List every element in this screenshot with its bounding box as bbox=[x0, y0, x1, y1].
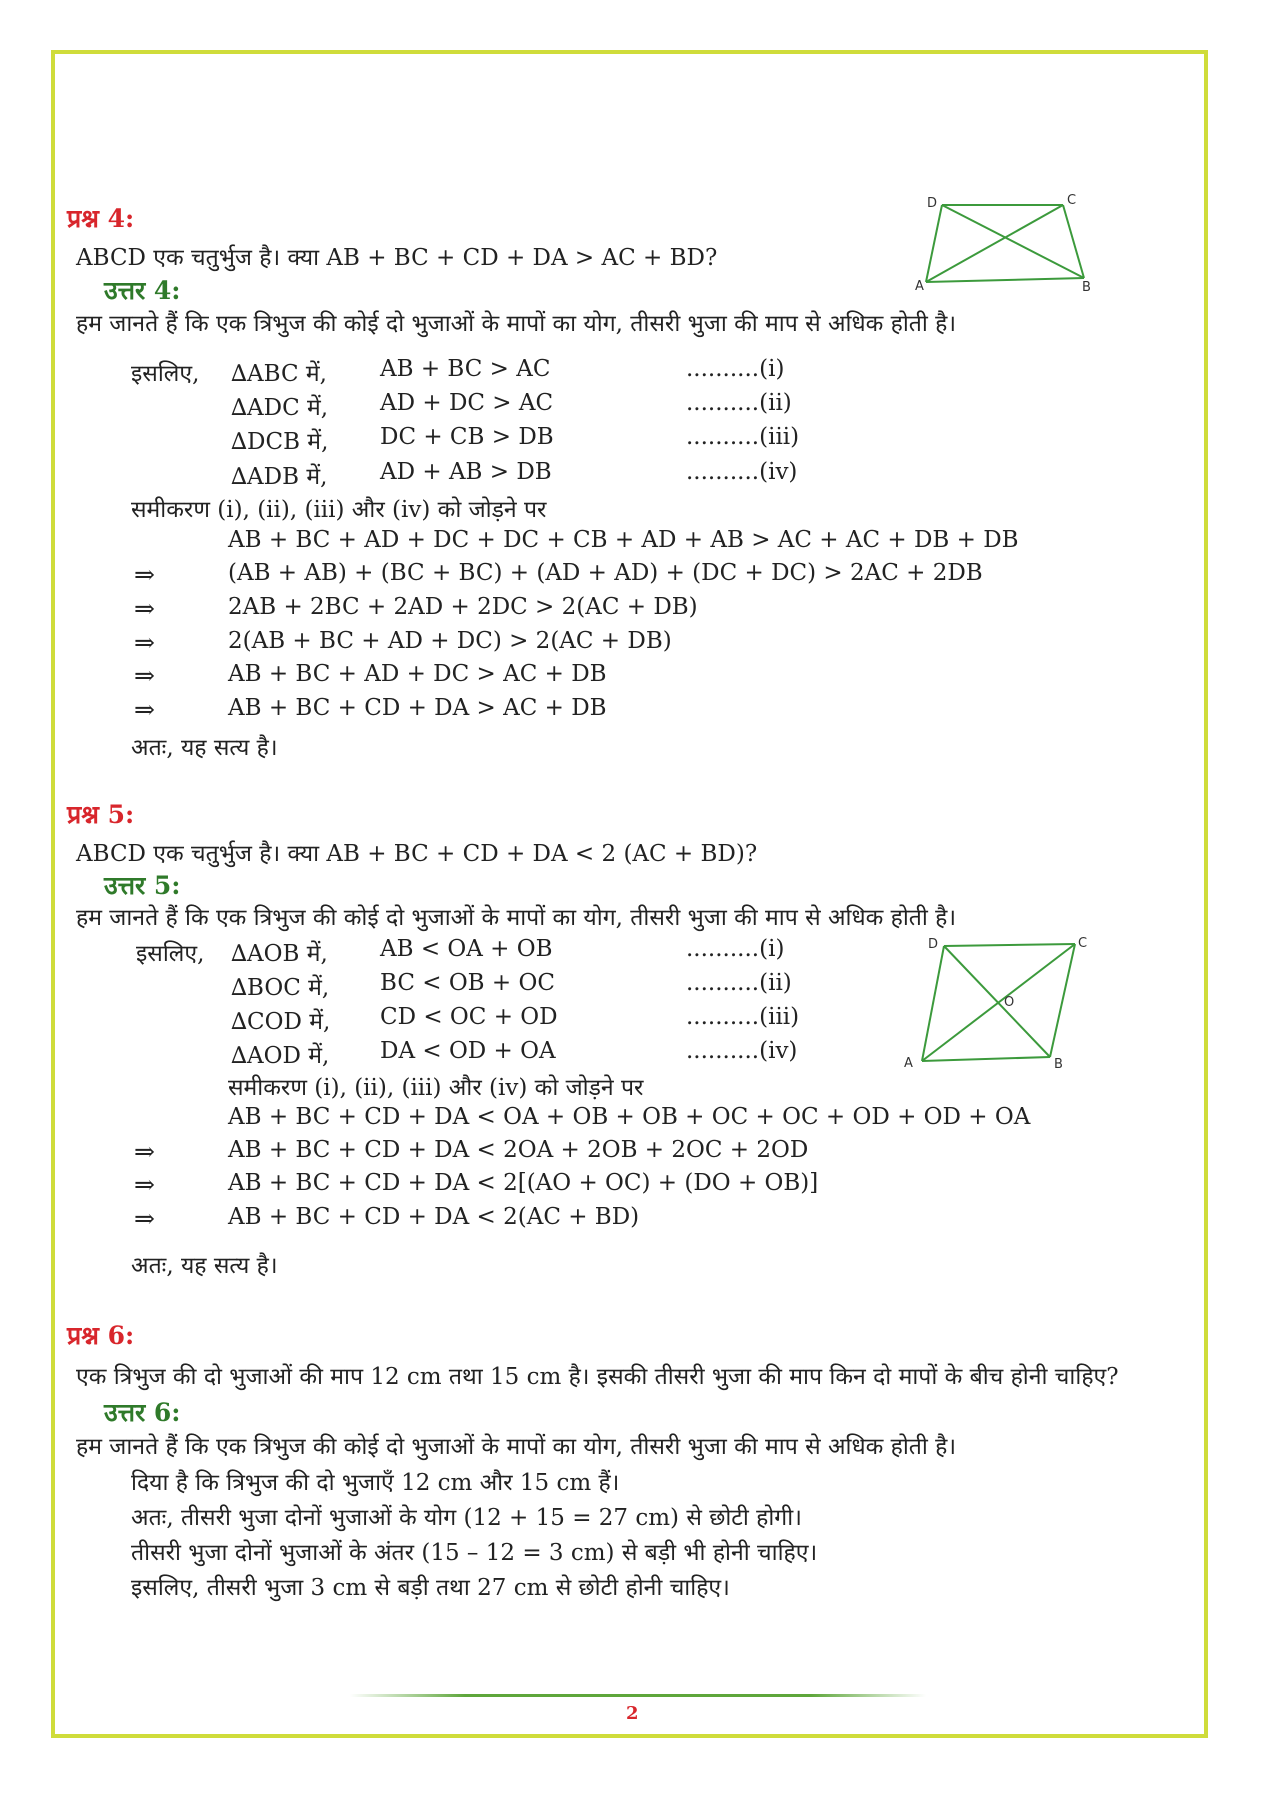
q5-answer-heading: उत्तर 5: bbox=[104, 871, 181, 900]
q4-row-ref: ..........(i) bbox=[686, 356, 785, 382]
vertex-label-d: D bbox=[928, 937, 939, 952]
q6-question: एक त्रिभुज की दो भुजाओं की माप 12 cm तथा 15 cm है। इसकी तीसरी भुजा की माप किन दो मापों के बीच होनी चाहिए? bbox=[76, 1364, 1119, 1390]
q5-row-triangle: ∆AOB में, bbox=[231, 941, 328, 967]
q6-answer-heading: उत्तर 6: bbox=[104, 1398, 181, 1427]
q5-step: AB + BC + CD + DA < 2(AC + BD) bbox=[228, 1204, 640, 1230]
q6-line: तीसरी भुजा दोनों भुजाओं के अंतर (15 – 12 = 3 cm) से बड़ी भी होनी चाहिए। bbox=[131, 1540, 818, 1566]
q4-row-triangle: ∆DCB में, bbox=[231, 429, 329, 455]
implies-symbol: ⇒ bbox=[134, 1137, 155, 1166]
implies-symbol: ⇒ bbox=[134, 695, 155, 724]
q4-step: (AB + AB) + (BC + BC) + (AD + AD) + (DC + DC) > 2AC + 2DB bbox=[228, 560, 983, 586]
implies-symbol: ⇒ bbox=[134, 628, 155, 657]
vertex-label-b: B bbox=[1082, 280, 1091, 292]
implies-symbol: ⇒ bbox=[134, 594, 155, 623]
q4-step: AB + BC + AD + DC > AC + DB bbox=[228, 661, 607, 687]
q5-row-ref: ..........(iii) bbox=[686, 1004, 800, 1030]
q5-question: ABCD एक चतुर्भुज है। क्या AB + BC + CD + DA < 2 (AC + BD)? bbox=[76, 841, 758, 867]
q4-step: AB + BC + AD + DC + DC + CB + AD + AB > AC + AC + DB + DB bbox=[228, 527, 1019, 553]
vertex-label-b: B bbox=[1054, 1057, 1063, 1072]
q5-row-relation: BC < OB + OC bbox=[380, 970, 555, 996]
q4-answer-heading: उत्तर 4: bbox=[104, 276, 181, 305]
vertex-label-a: A bbox=[915, 279, 924, 292]
q4-step: 2(AB + BC + AD + DC) > 2(AC + DB) bbox=[228, 628, 672, 654]
implies-symbol: ⇒ bbox=[134, 560, 155, 589]
q4-question: ABCD एक चतुर्भुज है। क्या AB + BC + CD + DA > AC + BD? bbox=[76, 245, 718, 271]
q5-row-ref: ..........(iv) bbox=[686, 1038, 798, 1064]
q5-adding-line: समीकरण (i), (ii), (iii) और (iv) को जोड़ने पर bbox=[228, 1075, 644, 1101]
vertex-label-d: D bbox=[927, 196, 938, 211]
q6-heading: प्रश्न 6: bbox=[67, 1321, 135, 1350]
vertex-label-o: O bbox=[1004, 995, 1015, 1010]
vertex-label-c: C bbox=[1078, 936, 1088, 951]
q4-row-relation: AD + DC > AC bbox=[380, 390, 554, 416]
q6-intro: हम जानते हैं कि एक त्रिभुज की कोई दो भुजाओं के मापों का योग, तीसरी भुजा की माप से अधिक होती है। bbox=[76, 1434, 957, 1460]
q6-line: दिया है कि त्रिभुज की दो भुजाएँ 12 cm और 15 cm हैं। bbox=[131, 1470, 620, 1496]
q5-row-triangle: ∆AOD में, bbox=[231, 1043, 330, 1069]
q4-therefore: इसलिए, bbox=[131, 361, 200, 387]
q5-row-relation: CD < OC + OD bbox=[380, 1004, 558, 1030]
q4-heading: प्रश्न 4: bbox=[67, 204, 135, 233]
implies-symbol: ⇒ bbox=[134, 661, 155, 690]
q5-row-relation: AB < OA + OB bbox=[380, 936, 553, 962]
q6-line: इसलिए, तीसरी भुजा 3 cm से बड़ी तथा 27 cm से छोटी होनी चाहिए। bbox=[131, 1575, 730, 1601]
q5-row-triangle: ∆COD में, bbox=[231, 1009, 331, 1035]
q5-therefore: इसलिए, bbox=[136, 941, 205, 967]
q5-row-triangle: ∆BOC में, bbox=[231, 975, 330, 1001]
q4-step: 2AB + 2BC + 2AD + 2DC > 2(AC + DB) bbox=[228, 594, 698, 620]
q4-conclusion: अतः, यह सत्य है। bbox=[131, 735, 278, 761]
q4-row-ref: ..........(iii) bbox=[686, 424, 800, 450]
q4-row-ref: ..........(iv) bbox=[686, 459, 798, 485]
q4-row-triangle: ∆ADC में, bbox=[231, 395, 329, 421]
q4-quadrilateral-figure bbox=[915, 192, 1095, 292]
page-number: 2 bbox=[626, 1703, 639, 1724]
q4-step: AB + BC + CD + DA > AC + DB bbox=[228, 695, 607, 721]
q5-conclusion: अतः, यह सत्य है। bbox=[131, 1253, 278, 1279]
q5-row-ref: ..........(i) bbox=[686, 936, 785, 962]
implies-symbol: ⇒ bbox=[134, 1204, 155, 1233]
q4-row-ref: ..........(ii) bbox=[686, 390, 792, 416]
q4-row-relation: AB + BC > AC bbox=[380, 356, 551, 382]
q5-heading: प्रश्न 5: bbox=[67, 800, 135, 829]
q4-row-relation: DC + CB > DB bbox=[380, 424, 554, 450]
q4-row-triangle: ∆ADB में, bbox=[231, 464, 328, 490]
q5-quadrilateral-figure bbox=[900, 934, 1100, 1074]
q5-step: AB + BC + CD + DA < OA + OB + OB + OC + OC + OD + OD + OA bbox=[228, 1104, 1031, 1130]
q4-intro: हम जानते हैं कि एक त्रिभुज की कोई दो भुजाओं के मापों का योग, तीसरी भुजा की माप से अधिक होती है। bbox=[76, 311, 957, 337]
q5-row-relation: DA < OD + OA bbox=[380, 1038, 556, 1064]
q5-row-ref: ..........(ii) bbox=[686, 970, 792, 996]
footer-divider bbox=[350, 1694, 926, 1697]
q5-step: AB + BC + CD + DA < 2OA + 2OB + 2OC + 2OD bbox=[228, 1137, 809, 1163]
vertex-label-a: A bbox=[904, 1056, 913, 1071]
q5-step: AB + BC + CD + DA < 2[(AO + OC) + (DO + OB)] bbox=[228, 1170, 819, 1196]
vertex-label-c: C bbox=[1067, 193, 1077, 208]
q6-line: अतः, तीसरी भुजा दोनों भुजाओं के योग (12 + 15 = 27 cm) से छोटी होगी। bbox=[131, 1505, 802, 1531]
q4-row-relation: AD + AB > DB bbox=[380, 459, 552, 485]
implies-symbol: ⇒ bbox=[134, 1170, 155, 1199]
q5-intro: हम जानते हैं कि एक त्रिभुज की कोई दो भुजाओं के मापों का योग, तीसरी भुजा की माप से अधिक होती है। bbox=[76, 905, 957, 931]
q4-adding-line: समीकरण (i), (ii), (iii) और (iv) को जोड़ने पर bbox=[131, 497, 547, 523]
q4-row-triangle: ∆ABC में, bbox=[231, 361, 327, 387]
